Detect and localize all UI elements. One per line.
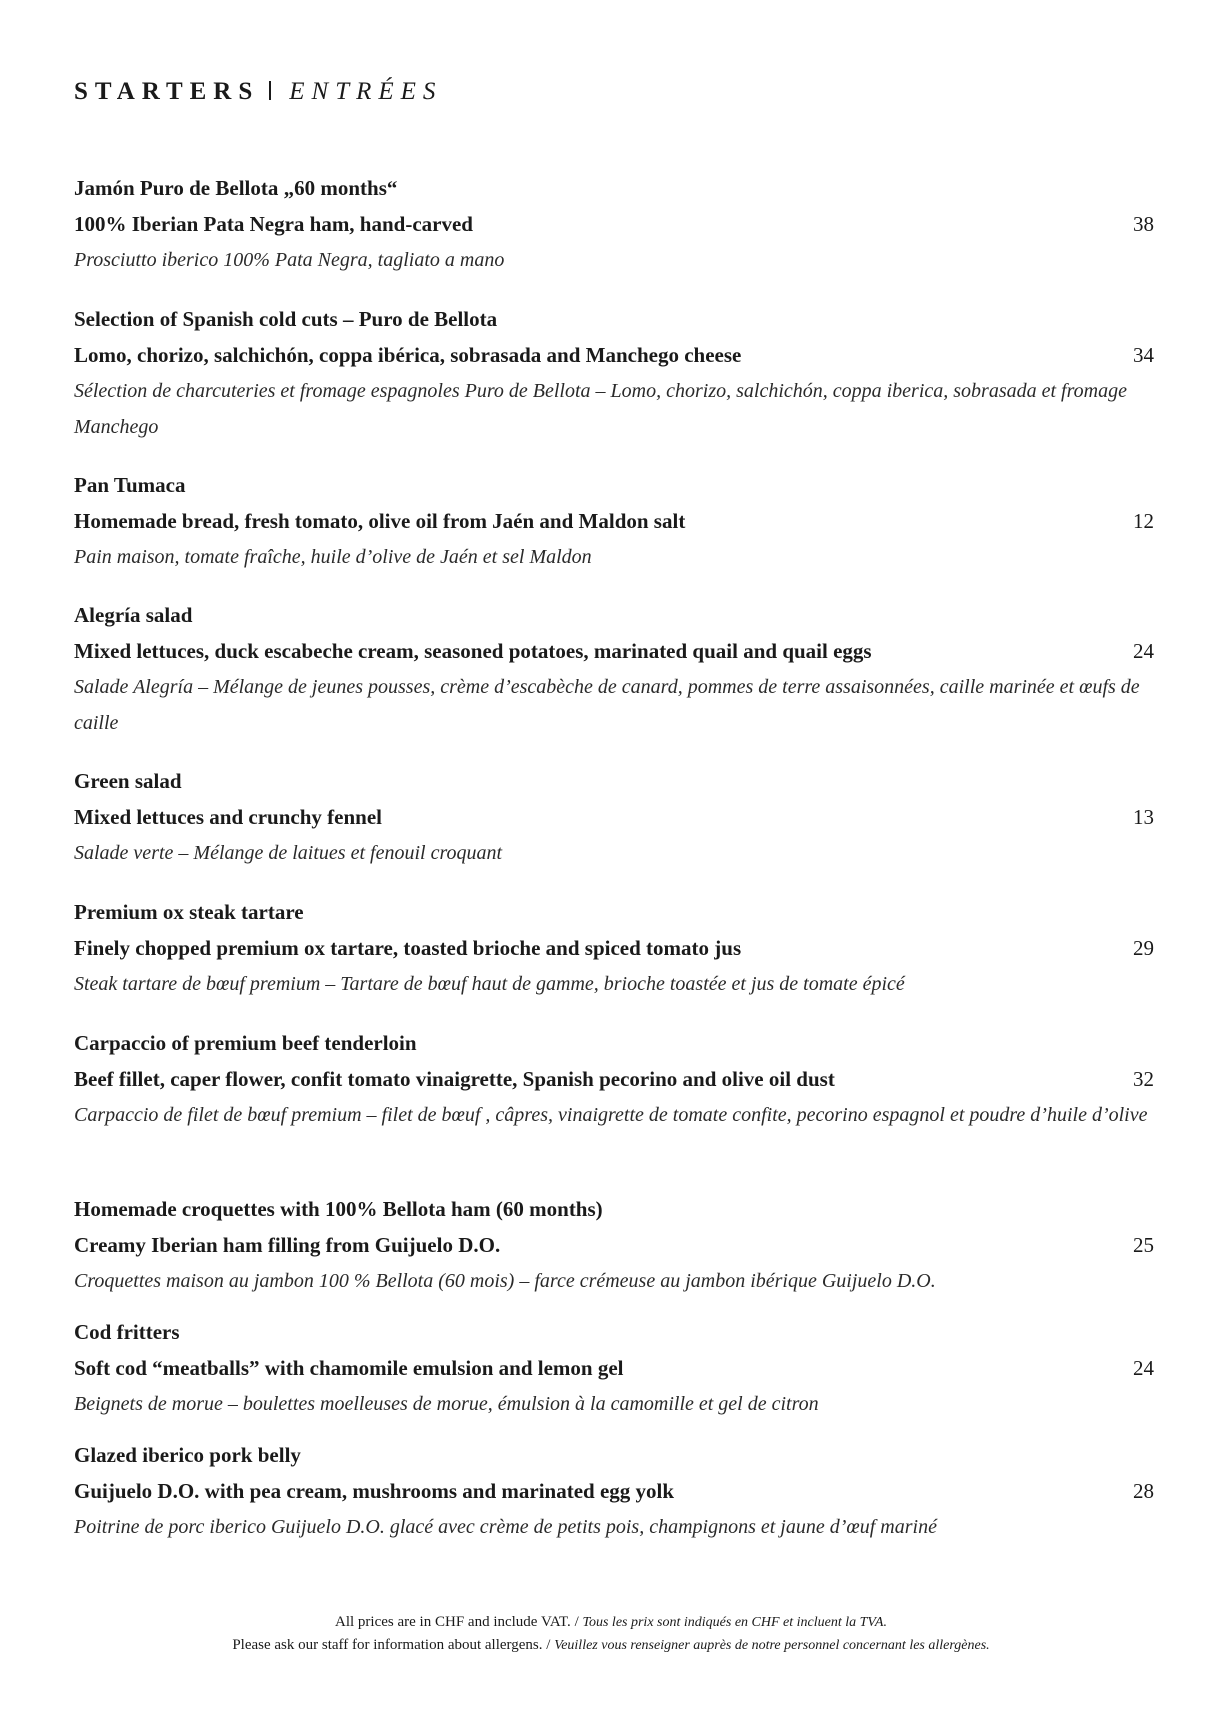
menu-item [74, 301, 1154, 445]
item-name: Cod fritters [74, 1320, 180, 1344]
item-translation: Salade Alegría – Mélange de jeunes pousses, crème d’escabèche de canard, pommes de terre assaisonnées, caille marinée et œufs de caille [74, 676, 1140, 734]
item-price: 24 [1133, 1356, 1154, 1380]
item-description: Mixed lettuces, duck escabeche cream, seasoned potatoes, marinated quail and quail eggs [74, 639, 872, 663]
menu-item [74, 597, 1154, 741]
item-translation: Croquettes maison au jambon 100 % Bellota (60 mois) – farce crémeuse au jambon ibérique Guijuelo D.O. [74, 1270, 936, 1292]
item-price: 24 [1133, 639, 1154, 663]
item-name: Premium ox steak tartare [74, 900, 304, 924]
item-description: Guijuelo D.O. with pea cream, mushrooms and marinated egg yolk [74, 1479, 675, 1503]
item-description: Mixed lettuces and crunchy fennel [74, 805, 382, 829]
footer-prices-en: All prices are in CHF and include VAT. [335, 1614, 571, 1630]
item-name: Selection of Spanish cold cuts – Puro de Bellota [74, 307, 498, 331]
footer-line-allergens [0, 1634, 1222, 1657]
item-translation: Prosciutto iberico 100% Pata Negra, tagliato a mano [74, 249, 505, 271]
item-description: 100% Iberian Pata Negra ham, hand-carved [74, 212, 473, 236]
section-header [74, 78, 442, 106]
item-description: Lomo, chorizo, salchichón, coppa ibérica, sobrasada and Manchego cheese [74, 343, 742, 367]
menu-item [74, 170, 1154, 278]
footer-line-prices [0, 1611, 1222, 1634]
footer-allergens-fr: Veuillez vous renseigner auprès de notre personnel concernant les allergènes. [554, 1638, 990, 1653]
item-price: 12 [1133, 509, 1154, 533]
item-name: Alegría salad [74, 603, 193, 627]
item-translation: Beignets de morue – boulettes moelleuses de morue, émulsion à la camomille et gel de citron [74, 1393, 819, 1415]
item-price: 13 [1133, 805, 1154, 829]
item-description: Beef fillet, caper flower, confit tomato vinaigrette, Spanish pecorino and olive oil dust [74, 1067, 835, 1091]
footer-prices-fr: Tous les prix sont indiqués en CHF et incluent la TVA. [582, 1615, 887, 1630]
item-name: Pan Tumaca [74, 473, 186, 497]
title-divider [269, 81, 271, 100]
menu-item [74, 1025, 1154, 1133]
menu-item [74, 763, 1154, 871]
item-translation: Steak tartare de bœuf premium – Tartare de bœuf haut de gamme, brioche toastée et jus de tomate épicé [74, 973, 905, 995]
item-translation: Sélection de charcuteries et fromage espagnoles Puro de Bellota – Lomo, chorizo, salchichón, coppa iberica, sobrasada et fromage Manchego [74, 380, 1127, 438]
item-name: Green salad [74, 769, 182, 793]
menu-item [74, 1314, 1154, 1422]
menu-item [74, 894, 1154, 1002]
menu-item [74, 1437, 1154, 1545]
footer-separator: / [542, 1637, 555, 1653]
item-description: Soft cod “meatballs” with chamomile emulsion and lemon gel [74, 1356, 624, 1380]
item-price: 38 [1133, 212, 1154, 236]
menu-item [74, 467, 1154, 575]
item-translation: Carpaccio de filet de bœuf premium – filet de bœuf , câpres, vinaigrette de tomate confite, pecorino espagnol et poudre d’huile d’olive [74, 1104, 1148, 1126]
item-price: 25 [1133, 1233, 1154, 1257]
item-name: Carpaccio of premium beef tenderloin [74, 1031, 417, 1055]
item-translation: Poitrine de porc iberico Guijuelo D.O. glacé avec crème de petits pois, champignons et jaune d’œuf mariné [74, 1516, 937, 1538]
item-name: Glazed iberico pork belly [74, 1443, 301, 1467]
item-price: 28 [1133, 1479, 1154, 1503]
footer-separator: / [570, 1614, 583, 1630]
item-translation: Salade verte – Mélange de laitues et fenouil croquant [74, 842, 503, 864]
item-name: Jamón Puro de Bellota „60 months“ [74, 176, 398, 200]
item-description: Finely chopped premium ox tartare, toasted brioche and spiced tomato jus [74, 936, 742, 960]
footer-notes [0, 1611, 1222, 1657]
section-title-en: STARTERS [74, 78, 260, 105]
item-price: 34 [1133, 343, 1154, 367]
item-name: Homemade croquettes with 100% Bellota ham (60 months) [74, 1197, 603, 1221]
section-title-fr: ENTRÉES [289, 78, 443, 105]
item-description: Homemade bread, fresh tomato, olive oil from Jaén and Maldon salt [74, 509, 686, 533]
item-description: Creamy Iberian ham filling from Guijuelo D.O. [74, 1233, 501, 1257]
footer-allergens-en: Please ask our staff for information about allergens. [232, 1637, 543, 1653]
menu-item [74, 1191, 1154, 1299]
item-price: 32 [1133, 1067, 1154, 1091]
item-translation: Pain maison, tomate fraîche, huile d’olive de Jaén et sel Maldon [74, 546, 592, 568]
item-price: 29 [1133, 936, 1154, 960]
